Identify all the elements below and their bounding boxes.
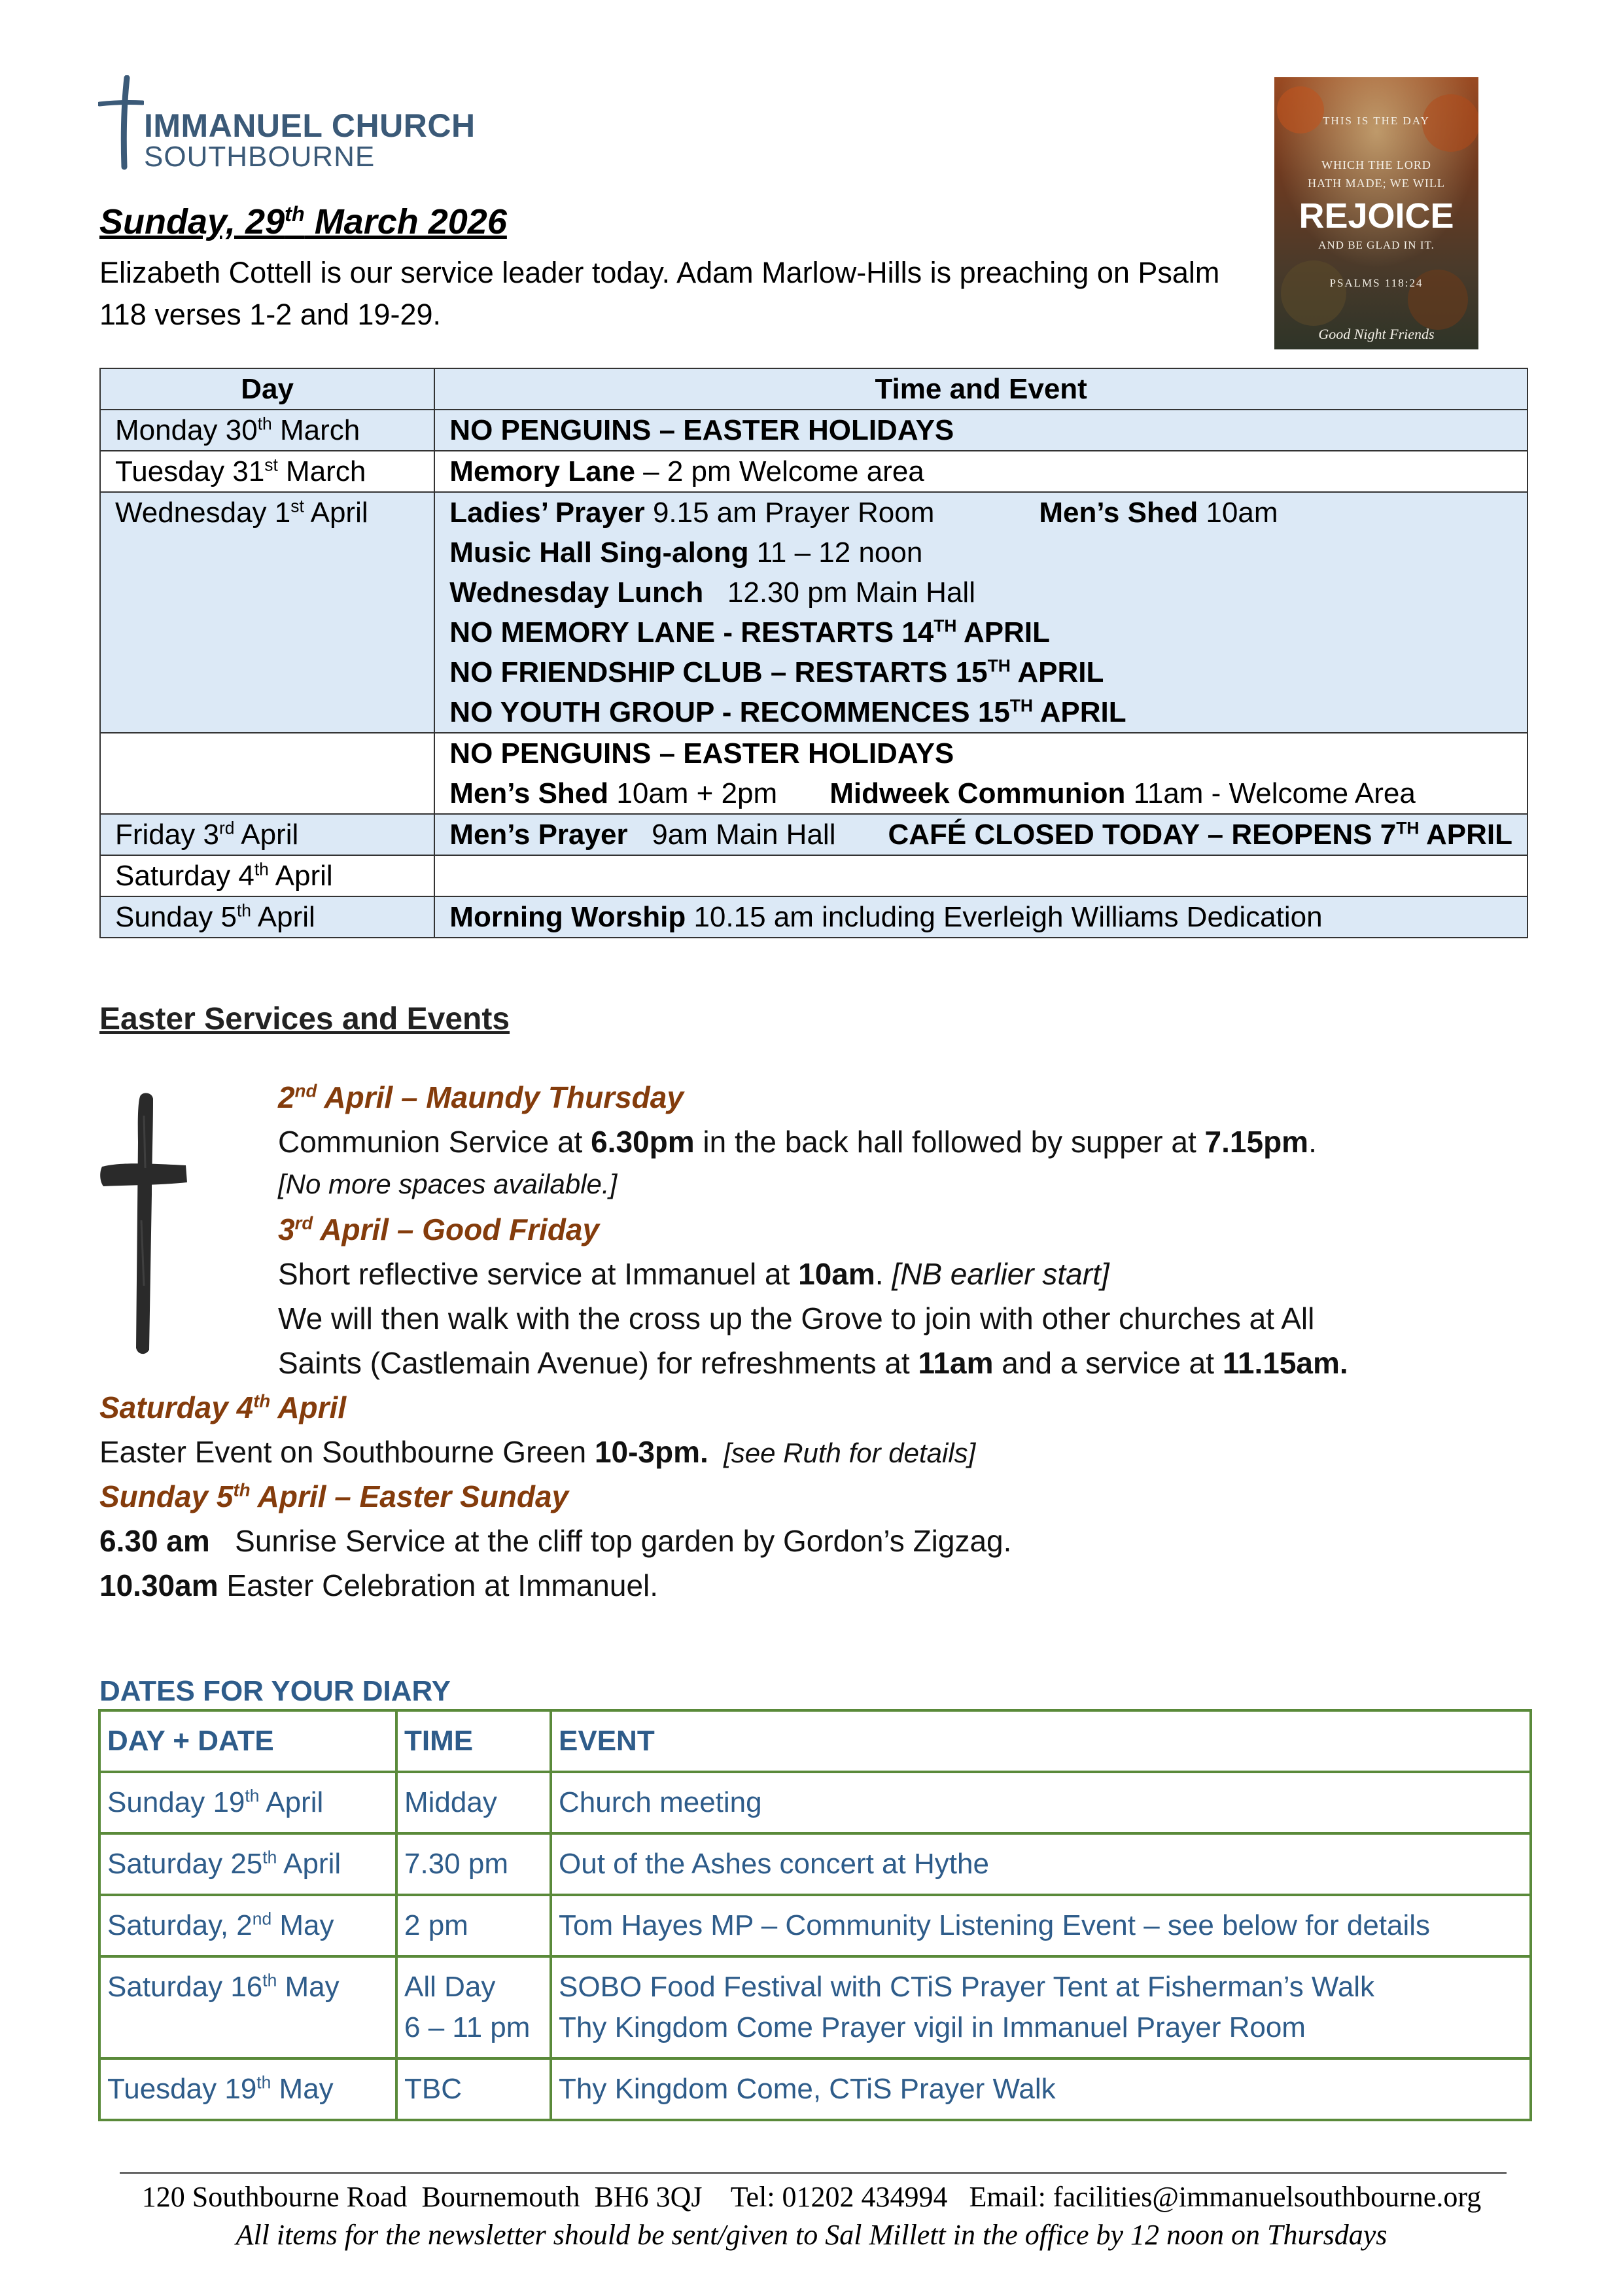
- table-row: [100, 492, 1527, 733]
- easter-heading: Easter Services and Events: [99, 1002, 510, 1036]
- table-row: [100, 814, 1527, 855]
- diary-header-row: [99, 1710, 1531, 1772]
- row-event: Morning Worship 10.15 am including Everleigh Williams Dedication: [434, 896, 1527, 938]
- cross-icon: [98, 1089, 190, 1358]
- table-row: [100, 896, 1527, 938]
- poster-line1: WHICH THE LORD: [1321, 158, 1431, 171]
- diary-date: Saturday, 2nd May: [99, 1895, 396, 1956]
- good-friday-service: Saints (Castlemain Avenue) for refreshments at 11am and a service at 11.15am.: [278, 1346, 1348, 1380]
- logo-name: IMMANUEL CHURCH: [144, 107, 476, 144]
- row-day: Wednesday 1st April: [100, 492, 434, 733]
- table-row: [99, 1956, 1531, 2058]
- diary-time: 2 pm: [396, 1895, 551, 1956]
- maundy-thursday-heading: 2nd April – Maundy Thursday: [278, 1080, 684, 1114]
- row-event: NO PENGUINS – EASTER HOLIDAYS: [434, 410, 1527, 451]
- row-event: Ladies’ Prayer 9.15 am Prayer Room Men’s Shed 10am Music Hall Sing-along 11 – 12 noon Wednesday Lunch 12.30 pm Main Hall NO MEMORY LANE - RESTARTS 14TH APRIL NO FRIENDSHIP CLUB – RESTARTS 15TH APRIL NO YOUTH GROUP - RECOMMENCES 15TH APRIL: [434, 492, 1527, 733]
- row-event: [434, 855, 1527, 896]
- table-row: [100, 733, 1527, 814]
- table-row: [100, 451, 1527, 492]
- schedule-header-row: [100, 368, 1527, 410]
- good-friday-text: Short reflective service at Immanuel at 10am. [NB earlier start]: [278, 1257, 1109, 1291]
- saturday-heading: Saturday 4th April: [99, 1390, 347, 1424]
- col-time: TIME: [396, 1710, 551, 1772]
- diary-date: Tuesday 19th May: [99, 2058, 396, 2120]
- easter-celebration: 10.30am Easter Celebration at Immanuel.: [99, 1568, 659, 1602]
- easter-sunday-heading: Sunday 5th April – Easter Sunday: [99, 1479, 569, 1513]
- row-day: [100, 733, 434, 814]
- poster-line3: AND BE GLAD IN IT.: [1318, 239, 1435, 251]
- col-day: Day: [100, 368, 434, 410]
- diary-date: Sunday 19th April: [99, 1772, 396, 1833]
- table-row: [99, 1833, 1531, 1895]
- table-row: [99, 1895, 1531, 1956]
- no-spaces-note: [No more spaces available.]: [278, 1169, 618, 1199]
- good-friday-heading: 3rd April – Good Friday: [278, 1212, 600, 1246]
- table-row: [99, 1772, 1531, 1833]
- col-event: EVENT: [551, 1710, 1531, 1772]
- col-time-event: Time and Event: [434, 368, 1527, 410]
- poster-rejoice: REJOICE: [1299, 196, 1454, 236]
- diary-time: TBC: [396, 2058, 551, 2120]
- diary-event: Out of the Ashes concert at Hythe: [551, 1833, 1531, 1895]
- saturday-text: Easter Event on Southbourne Green 10-3pm. [see Ruth for details]: [99, 1435, 976, 1469]
- poster-ref: PSALMS 118:24: [1329, 277, 1423, 289]
- diary-table: [98, 1709, 1532, 2121]
- intro-text: Elizabeth Cottell is our service leader today. Adam Marlow-Hills is preaching on Psalm 118 verses 1-2 and 19-29.: [99, 256, 1220, 331]
- rejoice-poster: [1274, 77, 1478, 349]
- maundy-thursday-text: Communion Service at 6.30pm in the back hall followed by supper at 7.15pm.: [278, 1125, 1317, 1159]
- row-day: Sunday 5th April: [100, 896, 434, 938]
- diary-date: Saturday 25th April: [99, 1833, 396, 1895]
- weekly-schedule-table: [99, 368, 1528, 938]
- table-row: [100, 410, 1527, 451]
- diary-time: Midday: [396, 1772, 551, 1833]
- logo-cross-icon: [98, 75, 144, 173]
- logo-sub: SOUTHBOURNE: [144, 141, 375, 173]
- poster-line2: HATH MADE; WE WILL: [1308, 177, 1445, 190]
- good-friday-walk: We will then walk with the cross up the Grove to join with other churches at All: [278, 1301, 1315, 1335]
- footer-divider: [120, 2172, 1507, 2174]
- row-event: Memory Lane – 2 pm Welcome area: [434, 451, 1527, 492]
- row-day: Monday 30th March: [100, 410, 434, 451]
- row-event: Men’s Prayer 9am Main Hall CAFÉ CLOSED TODAY – REOPENS 7TH APRIL: [434, 814, 1527, 855]
- poster-signature: Good Night Friends: [1318, 326, 1435, 342]
- diary-time: All Day 6 – 11 pm: [396, 1956, 551, 2058]
- church-logo: [98, 75, 491, 180]
- footer-note: All items for the newsletter should be sent/given to Sal Millett in the office by 12 noon on Thursdays: [236, 2219, 1387, 2251]
- row-event: NO PENGUINS – EASTER HOLIDAYS Men’s Shed 10am + 2pm Midweek Communion 11am - Welcome Area: [434, 733, 1527, 814]
- diary-event: SOBO Food Festival with CTiS Prayer Tent at Fisherman’s Walk Thy Kingdom Come Prayer vigil in Immanuel Prayer Room: [551, 1956, 1531, 2058]
- diary-time: 7.30 pm: [396, 1833, 551, 1895]
- diary-event: Tom Hayes MP – Community Listening Event – see below for details: [551, 1895, 1531, 1956]
- footer-address: 120 Southbourne Road Bournemouth BH6 3QJ Tel: 01202 434994 Email: facilities@immanuelsouthbourne.org: [141, 2181, 1482, 2213]
- table-row: [100, 855, 1527, 896]
- row-day: Saturday 4th April: [100, 855, 434, 896]
- diary-event: Thy Kingdom Come, CTiS Prayer Walk: [551, 2058, 1531, 2120]
- row-day: Friday 3rd April: [100, 814, 434, 855]
- col-day-date: DAY + DATE: [99, 1710, 396, 1772]
- page-title: Sunday, 29th March 2026: [99, 202, 507, 241]
- table-row: [99, 2058, 1531, 2120]
- row-day: Tuesday 31st March: [100, 451, 434, 492]
- sunrise-service: 6.30 am Sunrise Service at the cliff top garden by Gordon’s Zigzag.: [99, 1524, 1012, 1558]
- diary-event: Church meeting: [551, 1772, 1531, 1833]
- poster-arc-text: THIS IS THE DAY: [1323, 115, 1430, 127]
- diary-date: Saturday 16th May: [99, 1956, 396, 2058]
- diary-heading: DATES FOR YOUR DIARY: [99, 1675, 451, 1707]
